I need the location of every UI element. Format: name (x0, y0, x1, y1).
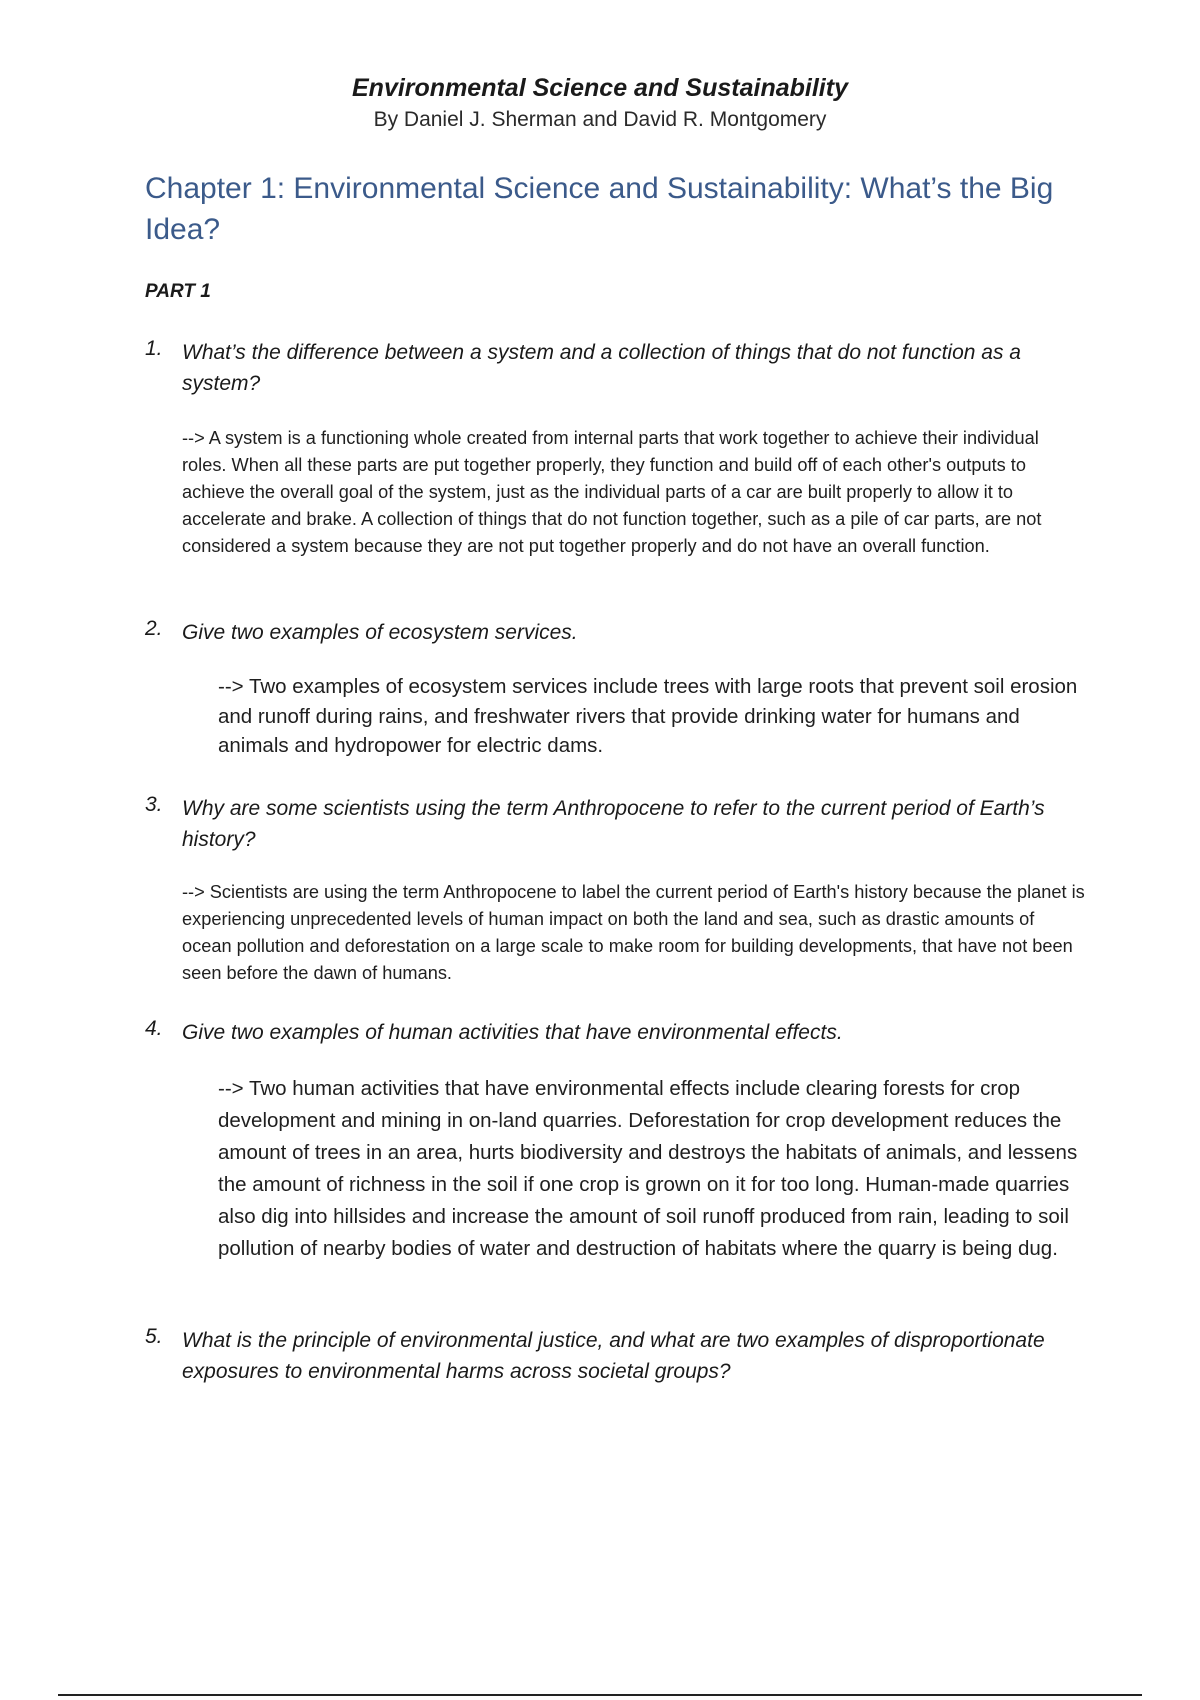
document-authors: By Daniel J. Sherman and David R. Montgomery (373, 108, 827, 131)
question-number: 3. (145, 793, 163, 816)
question-number: 2. (145, 617, 163, 640)
answer-text: --> Scientists are using the term Anthropocene to label the current period of Earth's history because the planet is experiencing unprecedented levels of human impact on both the land and sea, such as drastic amounts of ocean pollution and deforestation on a large scale to make room for building developments, that have not been seen before the dawn of humans. (182, 882, 1085, 983)
part-label: PART 1 (145, 281, 211, 302)
footer-divider (58, 1694, 1142, 1696)
chapter-heading: Chapter 1: Environmental Science and Sustainability: What’s the Big Idea? (145, 172, 1054, 246)
question-text: What is the principle of environmental justice, and what are two examples of disproportionate exposures to environmental harms across societal groups? (182, 1329, 1045, 1383)
answer-text: --> Two human activities that have environmental effects include clearing forests for crop development and mining in on-land quarries. Deforestation for crop development reduces the amount of trees in an area, hurts biodiversity and destroys the habitats of animals, and lessens the amount of richness in the soil if one crop is grown on it for too long. Human-made quarries also dig into hillsides and increase the amount of soil runoff produced from rain, leading to soil pollution of nearby bodies of water and destruction of habitats where the quarry is being dug. (218, 1077, 1078, 1260)
question-text: Why are some scientists using the term Anthropocene to refer to the current period of Earth’s history? (182, 797, 1045, 851)
question-number: 1. (145, 337, 163, 360)
question-text: Give two examples of human activities that have environmental effects. (182, 1021, 843, 1044)
question-text: Give two examples of ecosystem services. (182, 621, 578, 644)
answer-text: --> Two examples of ecosystem services include trees with large roots that prevent soil erosion and runoff during rains, and freshwater rivers that provide drinking water for humans and animals and hydropower for electric dams. (218, 675, 1078, 757)
question-number: 5. (145, 1325, 163, 1348)
question-number: 4. (145, 1017, 163, 1040)
question-text: What’s the difference between a system and a collection of things that do not function as a system? (182, 341, 1021, 395)
document-title: Environmental Science and Sustainability (352, 74, 848, 102)
answer-text: --> A system is a functioning whole created from internal parts that work together to achieve their individual roles. When all these parts are put together properly, they function and build off of each other's outputs to achieve the overall goal of the system, just as the individual parts of a car are built properly to allow it to accelerate and brake. A collection of things that do not function together, such as a pile of car parts, are not considered a system because they are not put together properly and do not have an overall function. (182, 428, 1042, 556)
